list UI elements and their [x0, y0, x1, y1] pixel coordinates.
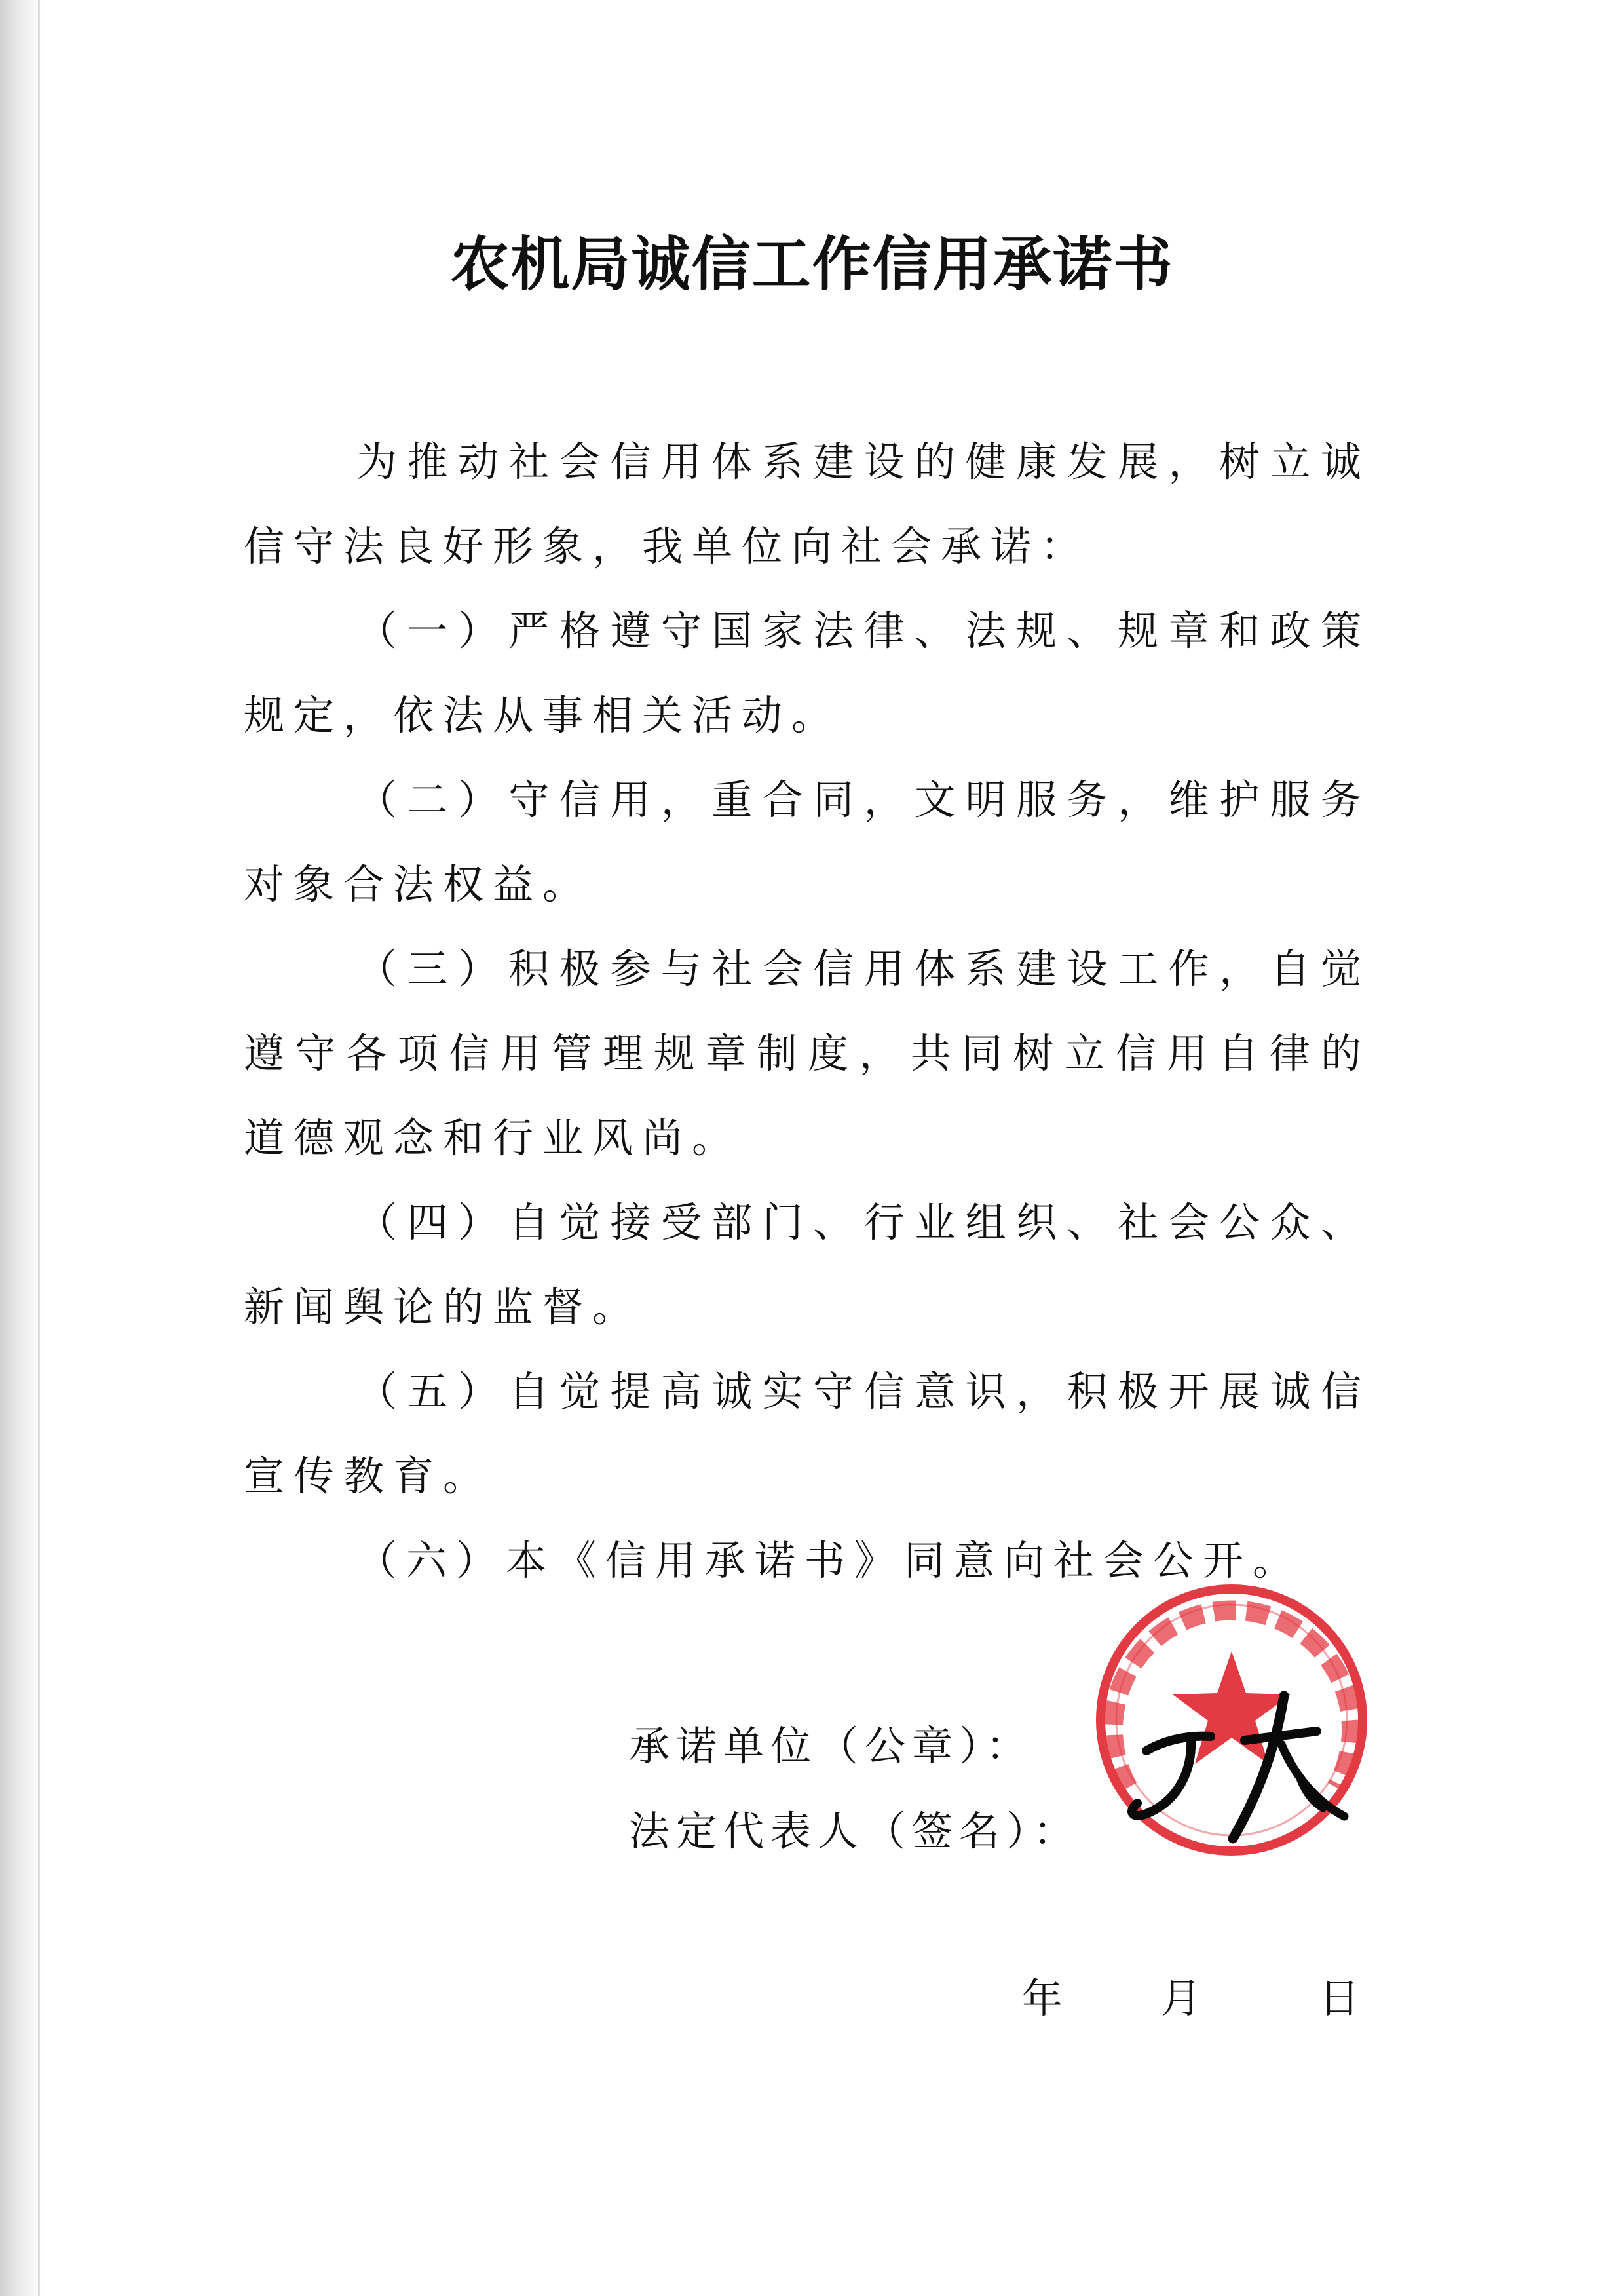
- page-title: 农机局诚信工作信用承诺书: [450, 230, 1174, 299]
- intro-paragraph: 为推动社会信用体系建设的健康发展，树立诚信守法良好形象，我单位向社会承诺：: [244, 438, 1370, 570]
- seal-star-icon: [1173, 1651, 1291, 1764]
- handwritten-signature: [1132, 1696, 1344, 1839]
- commitment-item-2: （二）守信用，重合同，文明服务，维护服务对象合法权益。: [244, 776, 1370, 908]
- commitment-item-3: （三）积极参与社会信用体系建设工作，自觉遵守各项信用管理规章制度，共同树立信用自律的道德观念和行业风尚。: [244, 945, 1370, 1162]
- commitment-item-1: （一）严格遵守国家法律、法规、规章和政策规定，依法从事相关活动。: [244, 607, 1370, 739]
- scan-edge-line: [38, 0, 40, 2296]
- date-day: 日: [1319, 1974, 1360, 2022]
- date-month: 月: [1160, 1974, 1201, 2022]
- commitment-item-5: （五）自觉提高诚实守信意识，积极开展诚信宣传教育。: [244, 1368, 1370, 1500]
- commitment-body: [244, 419, 1370, 1603]
- seal-and-signature: [1035, 1579, 1402, 1920]
- legal-representative-label: 法定代表人（签名）：: [629, 1807, 1081, 1855]
- commitment-item-4: （四）自觉接受部门、行业组织、社会公众、新闻舆论的监督。: [244, 1198, 1370, 1331]
- date-year: 年: [1022, 1974, 1063, 2022]
- date-line: [1022, 1966, 1359, 2024]
- commitment-item-6: （六）本《信用承诺书》同意向社会公开。: [356, 1537, 1303, 1584]
- pledging-unit-label: 承诺单位（公章）：: [629, 1722, 1034, 1770]
- official-seal: [1101, 1589, 1363, 1851]
